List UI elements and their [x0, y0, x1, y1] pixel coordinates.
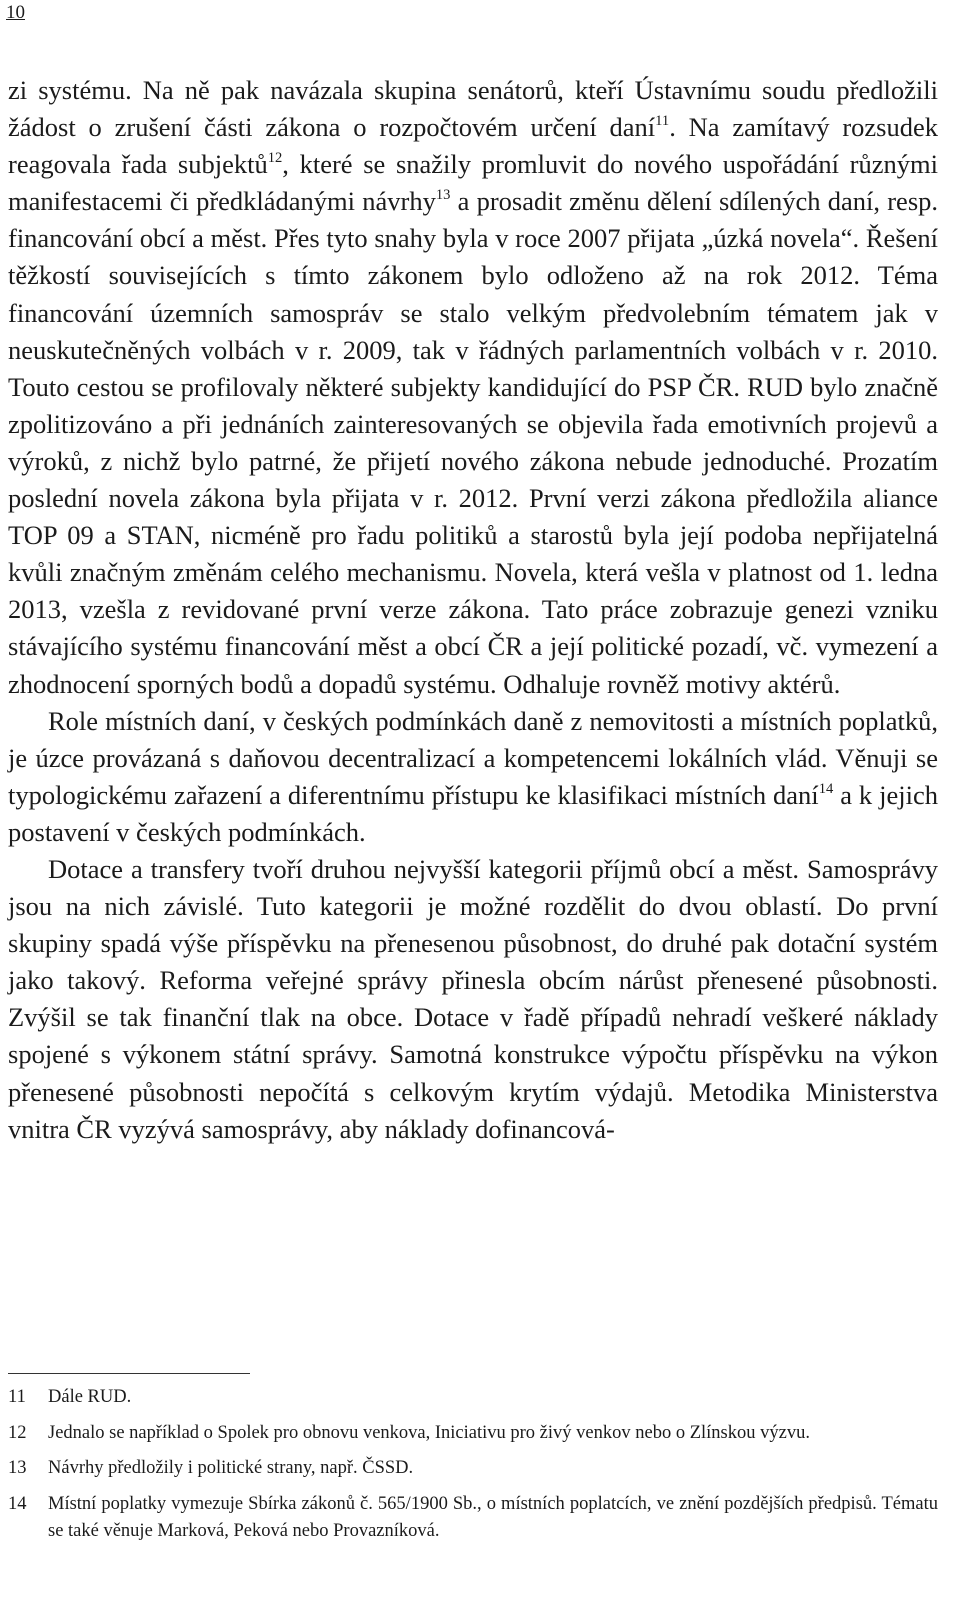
paragraph-3-text-a: Dotace a transfery tvoří druhou nejvyšší kategorii příjmů obcí a měst. Samosprávy jsou na nich závislé. Tuto kategorii je možné rozdělit do dvou oblastí. Do první skupiny spadá výše příspěvku na přenesenou působnost, do druhé pak dotační systém jako takový. Reforma veřejné správy přinesla obcím nárůst přenesené působnosti. Zvýšil se tak finanční tlak na obce. Dotace v řadě případů nehradí veškeré náklady spojené s výkonem státní správy. Samotná konstrukce výpočtu příspěvku na výkon přenesené působnosti nepočítá s celkovým krytím výdajů. Metodika Ministerstva vnitra ČR vyzývá samosprávy, aby náklady dofinancová- — [8, 853, 938, 1144]
page-number: 10 — [6, 2, 25, 23]
footnote-separator — [8, 1373, 250, 1374]
paragraph-1-text-a: zi systému. Na ně pak navázala skupina senátorů, kteří Ústavnímu soudu předložili žádost o zrušení části zákona o rozpočtovém určení daní — [8, 75, 938, 143]
paragraph-2-text-a: Role místních daní, v českých podmínkách daně z nemovitosti a místních poplatků, je úzce provázaná s daňovou decentralizací a kompetencemi lokálních vlád. Věnuji se typologickému zařazení a diferentnímu přístupu ke klasifikaci místních daní — [8, 705, 938, 810]
footnote-13 — [8, 1455, 938, 1483]
footnote-text: Místní poplatky vymezuje Sbírka zákonů č. 565/1900 Sb., o místních poplatcích, ve znění pozdějších předpisů. Tématu se také věnuje Marková, Peková nebo Provazníková. — [48, 1493, 938, 1541]
footnote-ref-11[interactable]: 11 — [655, 113, 670, 130]
footnote-text: Dále RUD. — [48, 1387, 132, 1407]
footnote-11 — [8, 1384, 938, 1412]
footnote-12 — [8, 1420, 938, 1448]
footnote-ref-13[interactable]: 13 — [435, 187, 451, 204]
footnote-number: 12 — [8, 1422, 27, 1443]
body-text — [8, 72, 938, 1148]
footnote-text: Návrhy předložily i politické strany, např. ČSSD. — [48, 1458, 414, 1478]
footnotes — [8, 1384, 938, 1554]
footnote-ref-12[interactable]: 12 — [267, 150, 283, 167]
footnote-ref-14[interactable]: 14 — [818, 780, 834, 797]
footnote-number: 11 — [8, 1387, 26, 1407]
paragraph-2 — [8, 703, 938, 851]
footnote-number: 13 — [8, 1458, 27, 1478]
paragraph-1-text-c: , které se snažily promluvit do nového uspořádání různými manifestacemi či předkládanými návrhy — [8, 149, 938, 217]
paragraph-1-text-b: . Na zamítavý rozsudek reagovala řada subjektů — [8, 112, 938, 180]
paragraph-1 — [8, 72, 938, 703]
footnote-14 — [8, 1491, 938, 1546]
footnote-text: Jednalo se například o Spolek pro obnovu venkova, Iniciativu pro živý venkov nebo o Zlínskou výzvu. — [48, 1422, 810, 1443]
footnote-number: 14 — [8, 1493, 27, 1514]
paragraph-3 — [8, 851, 938, 1148]
paragraph-1-text-d: a prosadit změnu dělení sdílených daní, resp. financování obcí a měst. Přes tyto snahy byla v roce 2007 přijata „úzká novela“. Řešení těžkostí souvisejících s tímto zákonem bylo odloženo až na rok 2012. Téma financování územních samospráv se stalo velkým předvolebním tématem jak v neuskutečněných volbách v r. 2009, tak v řádných parlamentních volbách v r. 2010. Touto cestou se profilovaly některé subjekty kandidující do PSP ČR. RUD bylo značně zpolitizováno a při jednáních zainteresovaných se objevila řada emotivních projevů a výroků, z nichž bylo patrné, že přijetí nového zákona nebude jednoduché. Prozatím poslední novela zákona byla přijata v r. 2012. První verzi zákona předložila aliance TOP 09 a STAN, nicméně pro řadu politiků a starostů byla její podoba nepřijatelná kvůli značným změnám celého mechanismu. Novela, která vešla v platnost od 1. ledna 2013, vzešla z revidované první verze zákona. Tato práce zobrazuje genezi vzniku stávajícího systému financování měst a obcí ČR a její politické pozadí, vč. vymezení a zhodnocení sporných bodů a dopadů systému. Odhaluje rovněž motivy aktérů. — [8, 186, 939, 699]
paragraph-2-text-b: a k jejich postavení v českých podmínkách. — [8, 779, 938, 847]
